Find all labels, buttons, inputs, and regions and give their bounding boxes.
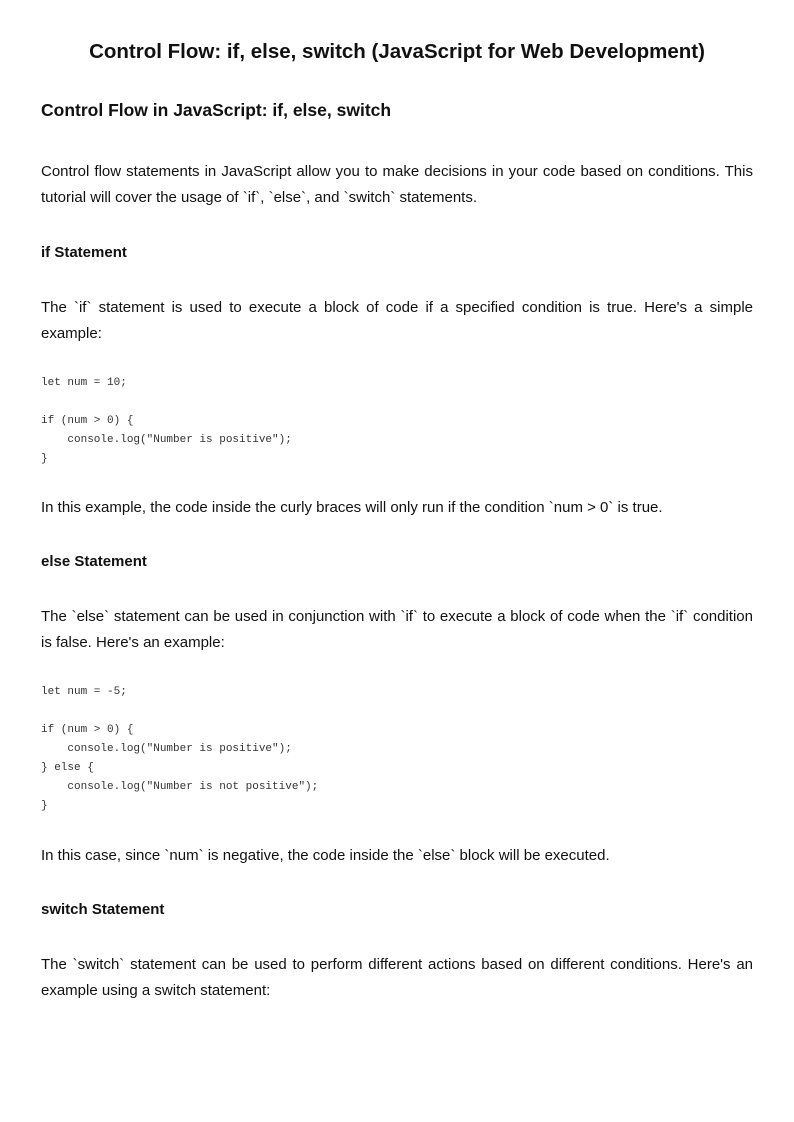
switch-description: The `switch` statement can be used to perform different actions based on different conditions. Here's an example using a switch statement: <box>41 956 753 999</box>
document-title: Control Flow: if, else, switch (JavaScript for Web Development) <box>89 40 705 63</box>
if-statement-heading: if Statement <box>41 244 127 261</box>
intro-paragraph: Control flow statements in JavaScript allow you to make decisions in your code based on conditions. This tutorial will cover the usage of `if`, `else`, and `switch` statements. <box>41 163 753 206</box>
if-code-block: let num = 10; if (num > 0) { console.log("Number is positive"); } <box>41 377 292 465</box>
if-explanation: In this example, the code inside the curly braces will only run if the condition `num > 0` is true. <box>41 499 663 516</box>
section-heading: Control Flow in JavaScript: if, else, switch <box>41 100 392 120</box>
else-description: The `else` statement can be used in conjunction with `if` to execute a block of code when the `if` condition is false. Here's an example: <box>41 608 753 651</box>
else-statement-heading: else Statement <box>41 553 147 570</box>
switch-statement-heading: switch Statement <box>41 901 165 918</box>
if-description: The `if` statement is used to execute a block of code if a specified condition is true. Here's a simple example: <box>41 299 753 342</box>
else-explanation: In this case, since `num` is negative, the code inside the `else` block will be executed. <box>41 847 610 864</box>
else-code-block: let num = -5; if (num > 0) { console.log("Number is positive"); } else { console.log("Number is not positive"); } <box>41 686 319 812</box>
